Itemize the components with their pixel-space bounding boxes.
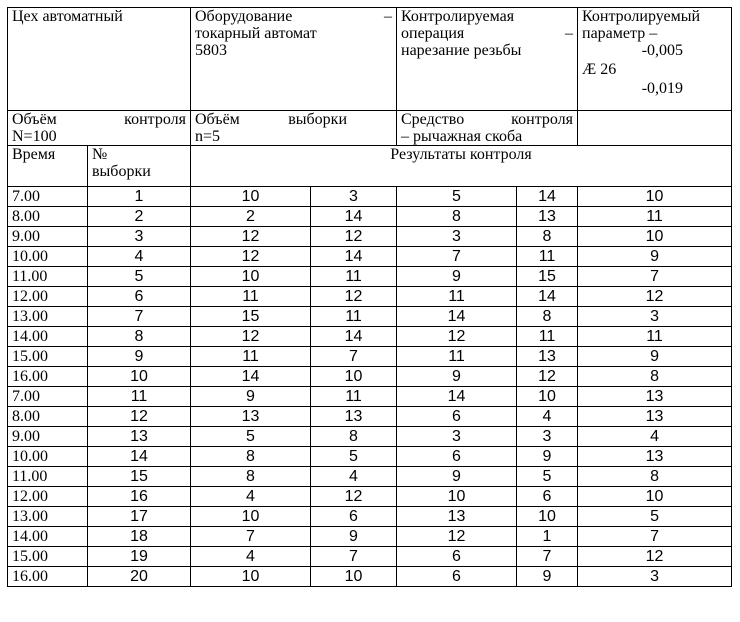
result-cell: 9 [517,567,578,587]
result-cell: 12 [397,327,517,347]
result-cell: 14 [517,287,578,307]
control-means-value: – рычажная скоба [401,128,523,145]
result-cell: 7 [517,547,578,567]
time-cell: 9.00 [8,427,88,447]
sample-number-cell: 13 [88,427,191,447]
time-cell: 8.00 [8,207,88,227]
result-cell: 4 [517,407,578,427]
result-cell: 5 [517,467,578,487]
result-cell: 7 [311,547,397,567]
result-cell: 12 [397,527,517,547]
time-cell: 7.00 [8,387,88,407]
time-cell: 11.00 [8,267,88,287]
result-cell: 5 [191,427,311,447]
time-cell: 15.00 [8,347,88,367]
result-cell: 1 [517,527,578,547]
result-cell: 12 [578,287,732,307]
parameter-cell [578,8,732,111]
result-cell: 12 [578,547,732,567]
empty-cell [578,111,732,146]
sample-number-cell: 20 [88,567,191,587]
result-cell: 3 [397,227,517,247]
result-cell: 14 [397,307,517,327]
result-cell: 13 [578,407,732,427]
sample-number-cell: 6 [88,287,191,307]
control-means-cell: Средство контроля – рычажная скоба [397,111,578,146]
result-cell: 3 [578,307,732,327]
result-cell: 10 [311,367,397,387]
table-row [8,247,732,267]
sample-number-cell: 18 [88,527,191,547]
result-cell: 11 [397,287,517,307]
time-cell: 7.00 [8,187,88,207]
result-cell: 13 [517,207,578,227]
sample-volume-cell: Объём выборки n=5 [191,111,397,146]
result-cell: 6 [397,447,517,467]
result-cell: 11 [517,327,578,347]
table-row [8,427,732,447]
table-row [8,187,732,207]
result-cell: 4 [578,427,732,447]
result-cell: 6 [311,507,397,527]
result-cell: 13 [397,507,517,527]
parameter-upper-deviation: -0,005 [641,42,684,59]
result-cell: 6 [397,407,517,427]
time-cell: 12.00 [8,487,88,507]
equipment-line-3: 5803 [195,42,227,59]
result-cell: 13 [517,347,578,367]
table-row [8,567,732,587]
sample-number-cell: 15 [88,467,191,487]
result-cell: 11 [191,347,311,367]
result-cell: 5 [397,187,517,207]
result-cell: 9 [578,247,732,267]
sample-number-cell: 11 [88,387,191,407]
sample-number-cell: 16 [88,487,191,507]
result-cell: 3 [517,427,578,447]
result-cell: 2 [191,207,311,227]
result-cell: 13 [191,407,311,427]
table-row [8,527,732,547]
result-cell: 11 [311,307,397,327]
result-cell: 10 [517,387,578,407]
result-cell: 10 [191,187,311,207]
result-cell: 5 [578,507,732,527]
parameter-lower-deviation: -0,019 [641,80,684,97]
result-cell: 14 [517,187,578,207]
sample-number-cell: 19 [88,547,191,567]
result-cell: 11 [578,327,732,347]
result-cell: 9 [517,447,578,467]
result-cell: 11 [578,207,732,227]
result-cell: 15 [191,307,311,327]
table-row [8,407,732,427]
result-cell: 15 [517,267,578,287]
result-cell: 12 [311,227,397,247]
table-row [8,307,732,327]
sample-number-cell: 14 [88,447,191,467]
sample-number-cell: 3 [88,227,191,247]
sample-volume-value: n=5 [195,128,221,145]
time-cell: 13.00 [8,307,88,327]
result-cell: 10 [397,487,517,507]
table-row [8,267,732,287]
parameter-nominal: Æ 26 [582,61,617,78]
equipment-cell [191,8,397,111]
result-cell: 8 [397,207,517,227]
result-cell: 12 [311,487,397,507]
sample-number-cell: 8 [88,327,191,347]
result-cell: 13 [578,387,732,407]
time-cell: 16.00 [8,567,88,587]
time-cell: 11.00 [8,467,88,487]
time-cell: 16.00 [8,367,88,387]
result-cell: 14 [397,387,517,407]
result-cell: 11 [311,387,397,407]
table-row [8,287,732,307]
result-cell: 7 [191,527,311,547]
table-row [8,507,732,527]
result-cell: 6 [517,487,578,507]
result-cell: 6 [397,547,517,567]
time-cell: 14.00 [8,527,88,547]
time-cell: 15.00 [8,547,88,567]
result-cell: 9 [397,267,517,287]
control-volume-cell: Объём контроля N=100 [8,111,191,146]
sample-number-cell: 17 [88,507,191,527]
result-cell: 9 [191,387,311,407]
sample-number-cell: 5 [88,267,191,287]
control-table-container [7,7,731,616]
equipment-line-2: токарный автомат [195,25,317,42]
time-cell: 8.00 [8,407,88,427]
result-cell: 3 [397,427,517,447]
result-cell: 7 [578,527,732,547]
sample-number-cell: 9 [88,347,191,367]
results-column-header: Результаты контроля [191,146,732,187]
data-rows [8,187,732,587]
operation-line-2: операция – [401,25,574,42]
result-cell: 7 [578,267,732,287]
result-cell: 8 [578,467,732,487]
control-volume-value: N=100 [12,128,57,145]
table-row [8,547,732,567]
result-cell: 10 [311,567,397,587]
time-cell: 13.00 [8,507,88,527]
result-cell: 10 [578,227,732,247]
result-cell: 14 [311,247,397,267]
table-row [8,227,732,247]
result-cell: 14 [311,207,397,227]
operation-cell [397,8,578,111]
time-column-header: Время [8,146,88,187]
sample-number-cell: 12 [88,407,191,427]
workshop-cell [8,8,191,111]
parameter-line-1: Контролируемый [582,8,701,25]
parameter-line-2: параметр – [582,25,658,42]
result-cell: 9 [397,467,517,487]
time-cell: 10.00 [8,447,88,467]
table-row [8,367,732,387]
result-cell: 4 [191,487,311,507]
sample-number-cell: 2 [88,207,191,227]
result-cell: 3 [578,567,732,587]
result-cell: 13 [311,407,397,427]
result-cell: 11 [397,347,517,367]
time-cell: 9.00 [8,227,88,247]
result-cell: 13 [578,447,732,467]
sample-number-cell: 1 [88,187,191,207]
result-cell: 9 [397,367,517,387]
table-row [8,207,732,227]
time-cell: 12.00 [8,287,88,307]
table-row [8,447,732,467]
result-cell: 8 [191,467,311,487]
result-cell: 8 [191,447,311,467]
result-cell: 11 [311,267,397,287]
time-cell: 10.00 [8,247,88,267]
workshop-text: Цех автоматный [12,8,123,25]
sample-number-cell: 7 [88,307,191,327]
result-cell: 6 [397,567,517,587]
result-cell: 10 [578,487,732,507]
result-cell: 12 [517,367,578,387]
table-row [8,487,732,507]
result-cell: 11 [191,287,311,307]
result-cell: 10 [578,187,732,207]
result-cell: 8 [311,427,397,447]
table-row [8,327,732,347]
control-table [7,7,732,587]
operation-line-3: нарезание резьбы [401,42,522,59]
sample-number-cell: 4 [88,247,191,267]
column-header-row [8,146,732,187]
result-cell: 12 [311,287,397,307]
table-row [8,467,732,487]
result-cell: 10 [191,507,311,527]
header-row [8,8,732,111]
header-row-2 [8,111,732,146]
result-cell: 4 [311,467,397,487]
result-cell: 12 [191,227,311,247]
result-cell: 7 [397,247,517,267]
result-cell: 8 [517,227,578,247]
operation-line-1: Контролируемая [401,8,515,25]
result-cell: 3 [311,187,397,207]
result-cell: 7 [311,347,397,367]
equipment-line-1: Оборудование – [195,8,392,25]
table-row [8,347,732,367]
time-cell: 14.00 [8,327,88,347]
result-cell: 12 [191,247,311,267]
result-cell: 9 [578,347,732,367]
result-cell: 14 [311,327,397,347]
result-cell: 9 [311,527,397,547]
result-cell: 10 [517,507,578,527]
table-row [8,387,732,407]
result-cell: 12 [191,327,311,347]
result-cell: 10 [191,267,311,287]
result-cell: 11 [517,247,578,267]
result-cell: 8 [578,367,732,387]
sample-number-cell: 10 [88,367,191,387]
sample-number-column-header: № выборки [88,146,191,187]
result-cell: 5 [311,447,397,467]
result-cell: 14 [191,367,311,387]
result-cell: 4 [191,547,311,567]
result-cell: 8 [517,307,578,327]
result-cell: 10 [191,567,311,587]
